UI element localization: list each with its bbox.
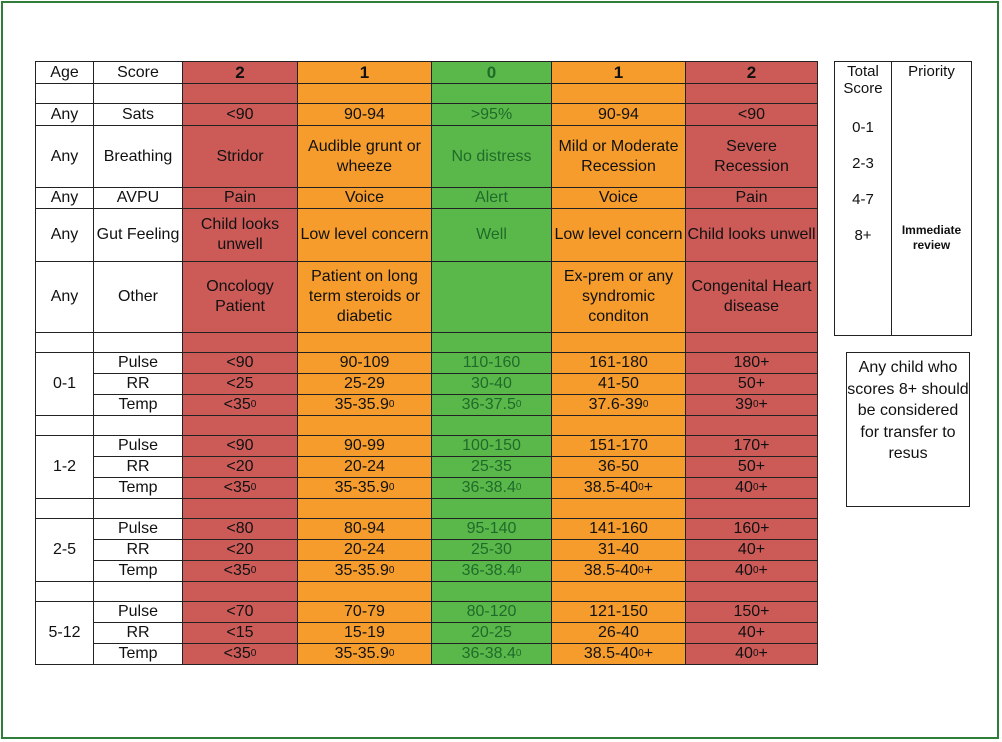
vital-row: [36, 374, 818, 395]
score-column-header: 1: [298, 62, 432, 84]
transfer-note: Any child who scores 8+ should be considered for transfer to resus: [846, 352, 970, 507]
header-row: [36, 62, 818, 84]
score-range: 4-7: [852, 191, 874, 208]
vital-row: [36, 395, 818, 416]
score-cell: Severe Recession: [686, 126, 818, 188]
score-header: Score: [94, 62, 183, 84]
temp-cell: [183, 561, 298, 582]
score-cell: 70-79: [298, 602, 432, 623]
parameter-cell: AVPU: [94, 188, 183, 209]
age-cell: Any: [36, 209, 94, 262]
spacer-cell: [183, 582, 298, 602]
spacer-cell: [552, 84, 686, 104]
score-cell: 41-50: [552, 374, 686, 395]
spacer-cell: [36, 333, 94, 353]
temp-cell: [552, 395, 686, 416]
degree-superscript: 0: [642, 399, 649, 410]
parameter-cell: Sats: [94, 104, 183, 126]
spacer-cell: [183, 84, 298, 104]
degree-superscript: 0: [250, 648, 257, 659]
score-cell: 80-94: [298, 519, 432, 540]
temp-value: 35-35.9: [334, 479, 389, 496]
score-cell: Stridor: [183, 126, 298, 188]
score-cell: <80: [183, 519, 298, 540]
degree-superscript: 0: [752, 482, 759, 493]
vital-row: [36, 353, 818, 374]
general-row: [36, 262, 818, 333]
degree-superscript: 0: [250, 565, 257, 576]
score-cell: Child looks unwell: [686, 209, 818, 262]
spacer-cell: [686, 582, 818, 602]
spacer-cell: [432, 499, 552, 519]
score-cell: Low level concern: [552, 209, 686, 262]
temp-cell: [298, 395, 432, 416]
vital-row: [36, 519, 818, 540]
temp-value: 35-35.9: [334, 396, 389, 413]
spacer-cell: [686, 416, 818, 436]
score-column-header: 2: [686, 62, 818, 84]
temp-cell: [686, 644, 818, 665]
score-cell: 25-35: [432, 457, 552, 478]
temp-value: 35-35.9: [334, 562, 389, 579]
score-column-header: 2: [183, 62, 298, 84]
temp-cell: [552, 561, 686, 582]
score-cell: 40+: [686, 623, 818, 644]
score-cell: 90-94: [298, 104, 432, 126]
priority-header: Priority: [908, 63, 955, 80]
temp-suffix: +: [643, 645, 654, 662]
temp-cell: [183, 395, 298, 416]
spacer-cell: [432, 84, 552, 104]
spacer-cell: [298, 582, 432, 602]
score-cell: Child looks unwell: [183, 209, 298, 262]
vital-row: [36, 436, 818, 457]
temp-value: <35: [223, 645, 251, 662]
score-cell: Mild or Moderate Recession: [552, 126, 686, 188]
parameter-cell: Gut Feeling: [94, 209, 183, 262]
parameter-cell: Pulse: [94, 602, 183, 623]
score-cell: 100-150: [432, 436, 552, 457]
parameter-cell: Temp: [94, 478, 183, 499]
spacer-cell: [94, 582, 183, 602]
temp-value: 40: [735, 479, 753, 496]
immediate-review-label: Immediate review: [901, 223, 962, 252]
vital-row: [36, 644, 818, 665]
pews-score-table: [35, 61, 818, 665]
parameter-cell: Pulse: [94, 519, 183, 540]
temp-suffix: +: [643, 562, 654, 579]
score-cell: <90: [183, 353, 298, 374]
general-row: [36, 104, 818, 126]
age-cell: Any: [36, 126, 94, 188]
score-cell: 90-94: [552, 104, 686, 126]
score-cell: 160+: [686, 519, 818, 540]
spacer-row: [36, 333, 818, 353]
score-cell: Pain: [686, 188, 818, 209]
parameter-cell: Pulse: [94, 353, 183, 374]
score-cell: 20-24: [298, 540, 432, 561]
spacer-cell: [298, 416, 432, 436]
spacer-cell: [298, 333, 432, 353]
score-cell: 121-150: [552, 602, 686, 623]
degree-superscript: 0: [250, 399, 257, 410]
age-group-cell: 2-5: [36, 519, 94, 582]
degree-superscript: 0: [515, 648, 522, 659]
spacer-row: [36, 416, 818, 436]
parameter-cell: RR: [94, 623, 183, 644]
score-cell: 90-109: [298, 353, 432, 374]
temp-value: 35-35.9: [334, 645, 389, 662]
temp-value: 40: [735, 562, 753, 579]
score-cell: <90: [183, 104, 298, 126]
score-range: 8+: [854, 227, 872, 244]
score-cell: No distress: [432, 126, 552, 188]
temp-value: 38.5-40: [583, 479, 639, 496]
temp-cell: [432, 478, 552, 499]
spacer-cell: [183, 499, 298, 519]
temp-cell: [432, 644, 552, 665]
spacer-row: [36, 84, 818, 104]
score-cell: <90: [183, 436, 298, 457]
temp-value: <35: [223, 479, 251, 496]
spacer-cell: [552, 416, 686, 436]
spacer-cell: [432, 333, 552, 353]
age-group-cell: 0-1: [36, 353, 94, 416]
vital-row: [36, 540, 818, 561]
score-cell: 36-50: [552, 457, 686, 478]
age-cell: Any: [36, 188, 94, 209]
age-group-cell: 5-12: [36, 602, 94, 665]
temp-value: 36-38.4: [461, 562, 516, 579]
parameter-cell: RR: [94, 457, 183, 478]
temp-cell: [298, 478, 432, 499]
score-cell: <20: [183, 540, 298, 561]
total-score-header: Total Score: [843, 63, 883, 97]
age-cell: Any: [36, 262, 94, 333]
temp-value: 36-37.5: [461, 396, 516, 413]
spacer-cell: [298, 499, 432, 519]
general-row: [36, 209, 818, 262]
score-cell: 110-160: [432, 353, 552, 374]
score-cell: 90-99: [298, 436, 432, 457]
score-cell: 25-29: [298, 374, 432, 395]
spacer-cell: [94, 333, 183, 353]
score-cell: 26-40: [552, 623, 686, 644]
score-cell: Alert: [432, 188, 552, 209]
general-row: [36, 188, 818, 209]
temp-cell: [183, 644, 298, 665]
score-cell: Low level concern: [298, 209, 432, 262]
temp-cell: [686, 561, 818, 582]
score-cell: 161-180: [552, 353, 686, 374]
spacer-row: [36, 582, 818, 602]
spacer-cell: [686, 333, 818, 353]
temp-value: <35: [223, 562, 251, 579]
score-cell: Audible grunt or wheeze: [298, 126, 432, 188]
score-cell: Oncology Patient: [183, 262, 298, 333]
score-cell: 95-140: [432, 519, 552, 540]
spacer-cell: [183, 333, 298, 353]
vital-row: [36, 457, 818, 478]
spacer-cell: [686, 499, 818, 519]
parameter-cell: Breathing: [94, 126, 183, 188]
degree-superscript: 0: [515, 482, 522, 493]
temp-cell: [432, 395, 552, 416]
parameter-cell: RR: [94, 374, 183, 395]
score-cell: >95%: [432, 104, 552, 126]
temp-suffix: +: [758, 396, 768, 413]
temp-value: 38.5-40: [583, 562, 639, 579]
temp-value: 36-38.4: [461, 645, 516, 662]
spacer-cell: [552, 499, 686, 519]
temp-value: 40: [735, 645, 753, 662]
spacer-cell: [36, 84, 94, 104]
score-cell: <15: [183, 623, 298, 644]
parameter-cell: Temp: [94, 395, 183, 416]
score-cell: <20: [183, 457, 298, 478]
temp-value: <35: [223, 396, 251, 413]
spacer-cell: [432, 416, 552, 436]
total-score-column: [835, 62, 892, 336]
temp-value: 38.5-40: [583, 645, 639, 662]
parameter-cell: Pulse: [94, 436, 183, 457]
score-cell: Pain: [183, 188, 298, 209]
parameter-cell: Temp: [94, 644, 183, 665]
spacer-cell: [94, 84, 183, 104]
priority-table: [834, 61, 972, 336]
spacer-cell: [36, 416, 94, 436]
temp-cell: [552, 644, 686, 665]
degree-superscript: 0: [752, 565, 759, 576]
score-cell: 20-24: [298, 457, 432, 478]
degree-superscript: 0: [515, 565, 522, 576]
temp-suffix: +: [758, 479, 768, 496]
score-column-header: 1: [552, 62, 686, 84]
temp-cell: [432, 561, 552, 582]
score-cell: 50+: [686, 374, 818, 395]
degree-superscript: 0: [752, 399, 759, 410]
degree-superscript: 0: [638, 482, 644, 493]
score-cell: 150+: [686, 602, 818, 623]
vital-row: [36, 623, 818, 644]
temp-suffix: +: [758, 562, 768, 579]
spacer-cell: [94, 499, 183, 519]
score-cell: 20-25: [432, 623, 552, 644]
degree-superscript: 0: [638, 648, 644, 659]
spacer-cell: [298, 84, 432, 104]
score-cell: <70: [183, 602, 298, 623]
spacer-cell: [552, 333, 686, 353]
score-cell: 50+: [686, 457, 818, 478]
temp-cell: [552, 478, 686, 499]
score-cell: 151-170: [552, 436, 686, 457]
age-group-cell: 1-2: [36, 436, 94, 499]
degree-superscript: 0: [388, 565, 395, 576]
vital-row: [36, 561, 818, 582]
score-cell: 170+: [686, 436, 818, 457]
score-cell: Voice: [552, 188, 686, 209]
score-cell: 40+: [686, 540, 818, 561]
score-cell: 80-120: [432, 602, 552, 623]
temp-value: 39: [735, 396, 753, 413]
degree-superscript: 0: [638, 565, 644, 576]
temp-suffix: +: [643, 479, 654, 496]
spacer-cell: [686, 84, 818, 104]
temp-cell: [686, 395, 818, 416]
priority-column: [892, 62, 972, 336]
spacer-cell: [552, 582, 686, 602]
age-header: Age: [36, 62, 94, 84]
score-cell: Ex-prem or any syndromic conditon: [552, 262, 686, 333]
score-cell: 180+: [686, 353, 818, 374]
parameter-cell: RR: [94, 540, 183, 561]
degree-superscript: 0: [752, 648, 759, 659]
score-cell: 141-160: [552, 519, 686, 540]
spacer-cell: [94, 416, 183, 436]
temp-cell: [298, 561, 432, 582]
score-cell: <25: [183, 374, 298, 395]
score-cell: 31-40: [552, 540, 686, 561]
score-cell: Congenital Heart disease: [686, 262, 818, 333]
general-row: [36, 126, 818, 188]
spacer-cell: [36, 499, 94, 519]
score-cell: [432, 262, 552, 333]
parameter-cell: Temp: [94, 561, 183, 582]
vital-row: [36, 602, 818, 623]
score-cell: 15-19: [298, 623, 432, 644]
temp-value: 37.6-39: [588, 396, 643, 413]
degree-superscript: 0: [250, 482, 257, 493]
degree-superscript: 0: [388, 482, 395, 493]
score-cell: <90: [686, 104, 818, 126]
spacer-cell: [432, 582, 552, 602]
spacer-row: [36, 499, 818, 519]
score-range: 0-1: [852, 119, 874, 136]
score-cell: Patient on long term steroids or diabetic: [298, 262, 432, 333]
degree-superscript: 0: [388, 648, 395, 659]
score-cell: 25-30: [432, 540, 552, 561]
temp-cell: [686, 478, 818, 499]
temp-suffix: +: [758, 645, 768, 662]
spacer-cell: [36, 582, 94, 602]
score-cell: 30-40: [432, 374, 552, 395]
score-column-header: 0: [432, 62, 552, 84]
spacer-cell: [183, 416, 298, 436]
degree-superscript: 0: [515, 399, 522, 410]
vital-row: [36, 478, 818, 499]
score-range: 2-3: [852, 155, 874, 172]
temp-value: 36-38.4: [461, 479, 516, 496]
score-cell: Voice: [298, 188, 432, 209]
age-cell: Any: [36, 104, 94, 126]
parameter-cell: Other: [94, 262, 183, 333]
score-cell: Well: [432, 209, 552, 262]
temp-cell: [298, 644, 432, 665]
temp-cell: [183, 478, 298, 499]
degree-superscript: 0: [388, 399, 395, 410]
